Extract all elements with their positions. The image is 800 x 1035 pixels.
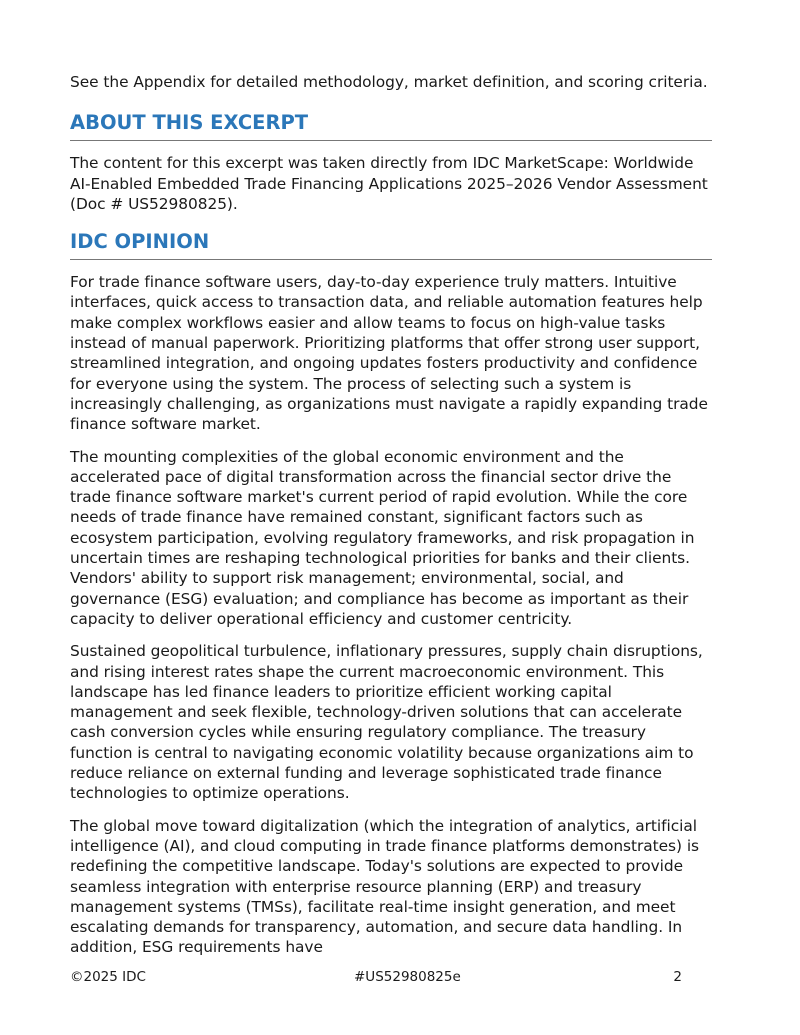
section-body bbox=[70, 153, 712, 214]
idc-opinion-section bbox=[70, 230, 712, 958]
paragraph: The mounting complexities of the global economic environment and the accelerated pace of digital transformation across the financial sector drive the trade finance software market's current period of rapid evolution. While the core needs of trade finance have remained constant, significant factors such as ecosystem participation, evolving regulatory frameworks, and risk propagation in uncertain times are reshaping technological priorities for banks and their clients. Vendors' ability to support risk management; environmental, social, and governance (ESG) evaluation; and compliance has become as important as their capacity to deliver operational efficiency and customer centricity. bbox=[70, 447, 695, 628]
section-heading-about-excerpt: ABOUT THIS EXCERPT bbox=[70, 111, 712, 141]
about-excerpt-section bbox=[70, 111, 712, 214]
section-body bbox=[70, 272, 712, 958]
intro-text: See the Appendix for detailed methodology, market definition, and scoring criteria. bbox=[70, 73, 708, 91]
document-page bbox=[70, 72, 712, 974]
paragraph: The content for this excerpt was taken directly from IDC MarketScape: Worldwide AI-Enabled Embedded Trade Financing Applications 2025–2026 Vendor Assessment (Doc # US52980825). bbox=[70, 154, 708, 213]
page-footer bbox=[70, 967, 712, 987]
section-heading-idc-opinion: IDC OPINION bbox=[70, 230, 712, 260]
footer-doc-number: #US52980825e bbox=[354, 969, 461, 985]
footer-copyright: ©2025 IDC bbox=[70, 969, 146, 985]
footer-page-number: 2 bbox=[673, 969, 682, 985]
paragraph: Sustained geopolitical turbulence, inflationary pressures, supply chain disruptions, and rising interest rates shape the current macroeconomic environment. This landscape has led finance leaders to prioritize efficient working capital management and seek flexible, technology-driven solutions that can accelerate cash conversion cycles while ensuring regulatory compliance. The treasury function is central to navigating economic volatility because organizations aim to reduce reliance on external funding and leverage sophisticated trade finance technologies to optimize operations. bbox=[70, 642, 703, 803]
paragraph: The global move toward digitalization (which the integration of analytics, artificial intelligence (AI), and cloud computing in trade finance platforms demonstrates) is redefining the competitive landscape. Today's solutions are expected to provide seamless integration with enterprise resource planning (ERP) and treasury management systems (TMSs), facilitate real-time insight generation, and meet escalating demands for transparency, automation, and secure data handling. In addition, ESG requirements have bbox=[70, 816, 700, 957]
paragraph: For trade finance software users, day-to-day experience truly matters. Intuitive interfaces, quick access to transaction data, and reliable automation features help make complex workflows easier and allow teams to focus on high-value tasks instead of manual paperwork. Prioritizing platforms that offer strong user support, streamlined integration, and ongoing updates fosters productivity and confidence for everyone using the system. The process of selecting such a system is increasingly challenging, as organizations must navigate a rapidly expanding trade finance software market. bbox=[70, 273, 708, 434]
